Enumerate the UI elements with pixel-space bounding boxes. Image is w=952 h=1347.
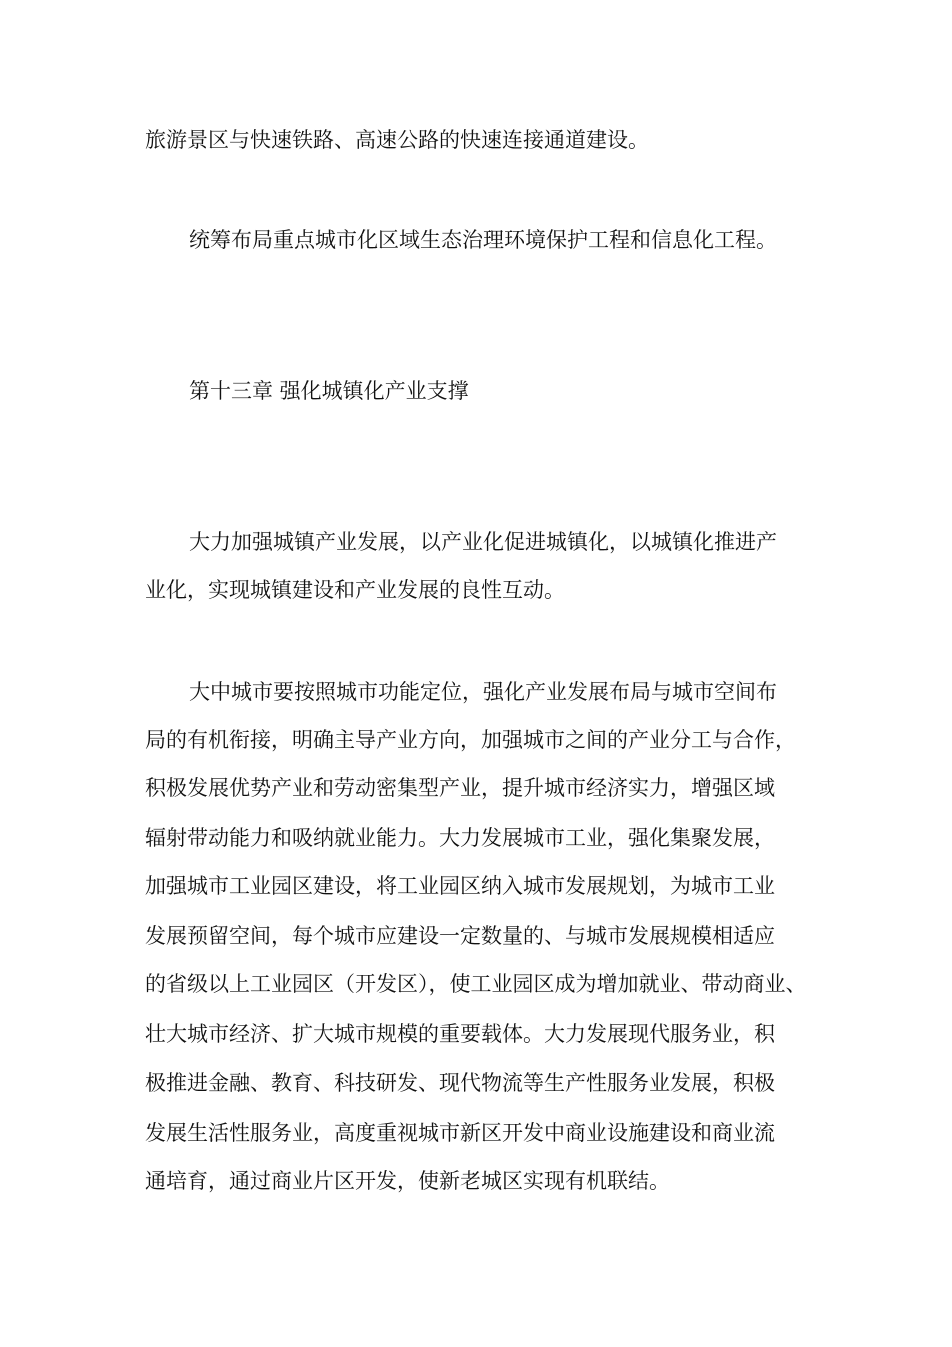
chapter-heading: 第十三章 强化城镇化产业支撑	[189, 379, 469, 403]
paragraph-line: 大中城市要按照城市功能定位，强化产业发展布局与城市空间布	[189, 680, 777, 704]
paragraph-line: 发展生活性服务业，高度重视城市新区开发中商业设施建设和商业流	[145, 1121, 775, 1145]
paragraph-line: 加强城市工业园区建设，将工业园区纳入城市发展规划，为城市工业	[145, 874, 775, 898]
paragraph-line: 业化，实现城镇建设和产业发展的良性互动。	[145, 578, 565, 602]
paragraph-line: 局的有机衔接，明确主导产业方向，加强城市之间的产业分工与合作，	[145, 728, 796, 752]
paragraph-line: 辐射带动能力和吸纳就业能力。大力发展城市工业，强化集聚发展，	[145, 826, 775, 850]
paragraph-line: 的省级以上工业园区（开发区），使工业园区成为增加就业、带动商业、	[145, 972, 807, 996]
paragraph-line: 壮大城市经济、扩大城市规模的重要载体。大力发展现代服务业，积	[145, 1022, 775, 1046]
paragraph-line: 统筹布局重点城市化区域生态治理环境保护工程和信息化工程。	[189, 228, 777, 252]
paragraph-line: 发展预留空间，每个城市应建设一定数量的、与城市发展规模相适应	[145, 924, 775, 948]
paragraph-line: 极推进金融、教育、科技研发、现代物流等生产性服务业发展，积极	[145, 1071, 775, 1095]
paragraph-line: 积极发展优势产业和劳动密集型产业，提升城市经济实力，增强区域	[145, 776, 775, 800]
paragraph-line: 通培育，通过商业片区开发，使新老城区实现有机联结。	[145, 1169, 670, 1193]
paragraph-line: 旅游景区与快速铁路、高速公路的快速连接通道建设。	[145, 128, 649, 152]
paragraph-line: 大力加强城镇产业发展，以产业化促进城镇化，以城镇化推进产	[189, 530, 777, 554]
